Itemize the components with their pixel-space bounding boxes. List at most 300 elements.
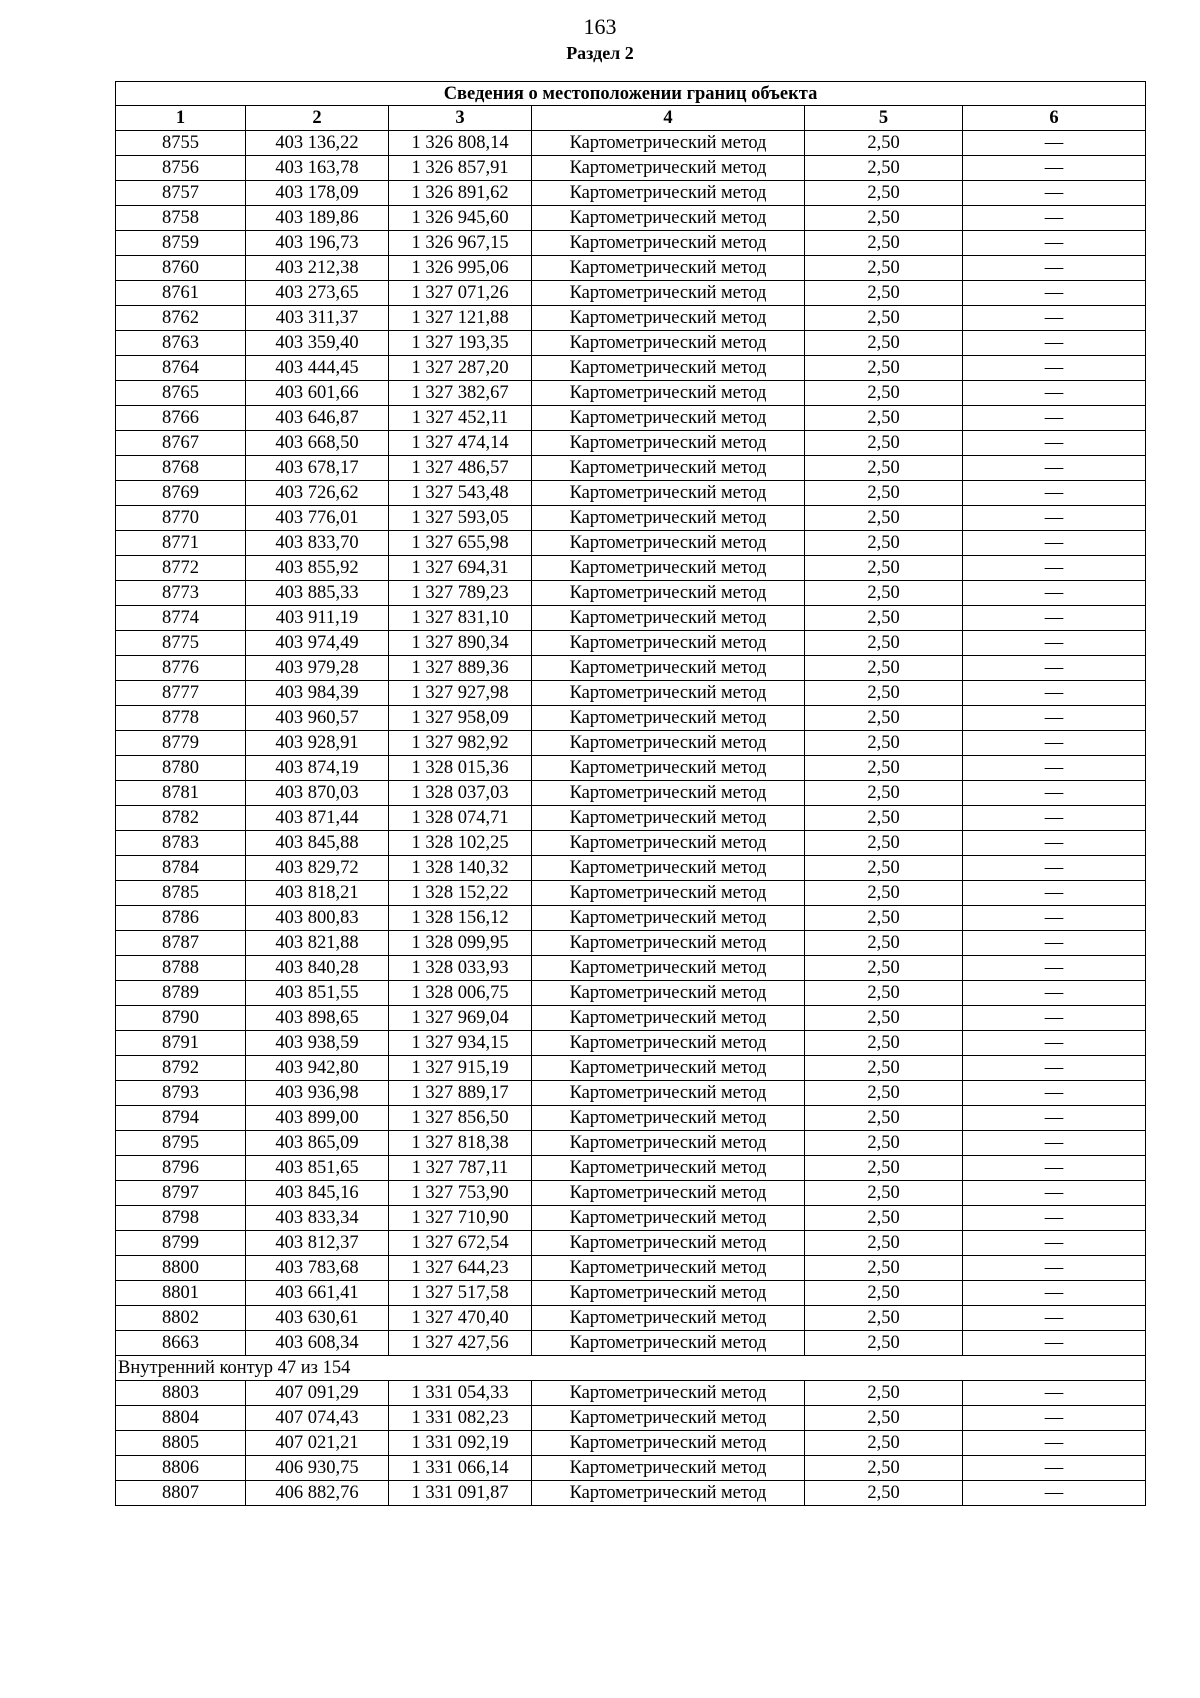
point-number-cell: 8780 xyxy=(116,756,246,781)
table-row xyxy=(116,806,1146,831)
method-cell: Картометрический метод xyxy=(532,256,805,281)
method-cell: Картометрический метод xyxy=(532,556,805,581)
x-coordinate-cell: 403 273,65 xyxy=(246,281,389,306)
x-coordinate-cell: 403 726,62 xyxy=(246,481,389,506)
method-cell: Картометрический метод xyxy=(532,281,805,306)
point-number-cell: 8772 xyxy=(116,556,246,581)
table-row xyxy=(116,256,1146,281)
accuracy-cell: 2,50 xyxy=(805,256,963,281)
table-row xyxy=(116,656,1146,681)
x-coordinate-cell: 403 608,34 xyxy=(246,1331,389,1356)
y-coordinate-cell: 1 327 071,26 xyxy=(389,281,532,306)
method-cell: Картометрический метод xyxy=(532,1006,805,1031)
table-row xyxy=(116,831,1146,856)
table-row xyxy=(116,331,1146,356)
point-number-cell: 8777 xyxy=(116,681,246,706)
y-coordinate-cell: 1 327 856,50 xyxy=(389,1106,532,1131)
point-number-cell: 8804 xyxy=(116,1406,246,1431)
y-coordinate-cell: 1 326 995,06 xyxy=(389,256,532,281)
y-coordinate-cell: 1 326 967,15 xyxy=(389,231,532,256)
description-cell: — xyxy=(963,1431,1146,1456)
table-row xyxy=(116,156,1146,181)
description-cell: — xyxy=(963,306,1146,331)
description-cell: — xyxy=(963,656,1146,681)
table-row xyxy=(116,1006,1146,1031)
method-cell: Картометрический метод xyxy=(532,406,805,431)
description-cell: — xyxy=(963,831,1146,856)
x-coordinate-cell: 403 899,00 xyxy=(246,1106,389,1131)
method-cell: Картометрический метод xyxy=(532,731,805,756)
accuracy-cell: 2,50 xyxy=(805,881,963,906)
method-cell: Картометрический метод xyxy=(532,1056,805,1081)
accuracy-cell: 2,50 xyxy=(805,1231,963,1256)
point-number-cell: 8790 xyxy=(116,1006,246,1031)
x-coordinate-cell: 403 189,86 xyxy=(246,206,389,231)
point-number-cell: 8786 xyxy=(116,906,246,931)
point-number-cell: 8778 xyxy=(116,706,246,731)
description-cell: — xyxy=(963,506,1146,531)
accuracy-cell: 2,50 xyxy=(805,481,963,506)
x-coordinate-cell: 406 930,75 xyxy=(246,1456,389,1481)
accuracy-cell: 2,50 xyxy=(805,456,963,481)
y-coordinate-cell: 1 328 006,75 xyxy=(389,981,532,1006)
method-cell: Картометрический метод xyxy=(532,1206,805,1231)
accuracy-cell: 2,50 xyxy=(805,856,963,881)
table-row xyxy=(116,906,1146,931)
description-cell: — xyxy=(963,431,1146,456)
y-coordinate-cell: 1 327 789,23 xyxy=(389,581,532,606)
description-cell: — xyxy=(963,1381,1146,1406)
x-coordinate-cell: 403 928,91 xyxy=(246,731,389,756)
x-coordinate-cell: 403 938,59 xyxy=(246,1031,389,1056)
accuracy-cell: 2,50 xyxy=(805,756,963,781)
method-cell: Картометрический метод xyxy=(532,356,805,381)
method-cell: Картометрический метод xyxy=(532,581,805,606)
accuracy-cell: 2,50 xyxy=(805,431,963,456)
description-cell: — xyxy=(963,881,1146,906)
x-coordinate-cell: 403 851,55 xyxy=(246,981,389,1006)
table-row xyxy=(116,681,1146,706)
accuracy-cell: 2,50 xyxy=(805,231,963,256)
caption-row xyxy=(116,82,1146,106)
table-row xyxy=(116,1256,1146,1281)
point-number-cell: 8788 xyxy=(116,956,246,981)
point-number-cell: 8789 xyxy=(116,981,246,1006)
point-number-cell: 8768 xyxy=(116,456,246,481)
description-cell: — xyxy=(963,406,1146,431)
point-number-cell: 8760 xyxy=(116,256,246,281)
x-coordinate-cell: 403 136,22 xyxy=(246,131,389,156)
point-number-cell: 8807 xyxy=(116,1481,246,1506)
table-row xyxy=(116,1156,1146,1181)
description-cell: — xyxy=(963,1106,1146,1131)
y-coordinate-cell: 1 328 033,93 xyxy=(389,956,532,981)
y-coordinate-cell: 1 331 091,87 xyxy=(389,1481,532,1506)
table-row xyxy=(116,481,1146,506)
y-coordinate-cell: 1 327 831,10 xyxy=(389,606,532,631)
accuracy-cell: 2,50 xyxy=(805,281,963,306)
method-cell: Картометрический метод xyxy=(532,206,805,231)
table-row xyxy=(116,531,1146,556)
description-cell: — xyxy=(963,806,1146,831)
x-coordinate-cell: 403 851,65 xyxy=(246,1156,389,1181)
method-cell: Картометрический метод xyxy=(532,506,805,531)
description-cell: — xyxy=(963,1031,1146,1056)
point-number-cell: 8759 xyxy=(116,231,246,256)
table-row xyxy=(116,1206,1146,1231)
accuracy-cell: 2,50 xyxy=(805,1281,963,1306)
point-number-cell: 8782 xyxy=(116,806,246,831)
point-number-cell: 8806 xyxy=(116,1456,246,1481)
x-coordinate-cell: 403 311,37 xyxy=(246,306,389,331)
point-number-cell: 8796 xyxy=(116,1156,246,1181)
y-coordinate-cell: 1 327 927,98 xyxy=(389,681,532,706)
point-number-cell: 8755 xyxy=(116,131,246,156)
method-cell: Картометрический метод xyxy=(532,681,805,706)
table-row xyxy=(116,956,1146,981)
accuracy-cell: 2,50 xyxy=(805,1456,963,1481)
method-cell: Картометрический метод xyxy=(532,331,805,356)
y-coordinate-cell: 1 327 121,88 xyxy=(389,306,532,331)
y-coordinate-cell: 1 327 543,48 xyxy=(389,481,532,506)
y-coordinate-cell: 1 327 889,36 xyxy=(389,656,532,681)
boundary-table xyxy=(115,81,1146,1506)
point-number-cell: 8771 xyxy=(116,531,246,556)
table-row xyxy=(116,131,1146,156)
accuracy-cell: 2,50 xyxy=(805,656,963,681)
accuracy-cell: 2,50 xyxy=(805,1481,963,1506)
point-number-cell: 8764 xyxy=(116,356,246,381)
y-coordinate-cell: 1 327 934,15 xyxy=(389,1031,532,1056)
table-row xyxy=(116,631,1146,656)
accuracy-cell: 2,50 xyxy=(805,206,963,231)
method-cell: Картометрический метод xyxy=(532,656,805,681)
y-coordinate-cell: 1 327 452,11 xyxy=(389,406,532,431)
x-coordinate-cell: 403 855,92 xyxy=(246,556,389,581)
method-cell: Картометрический метод xyxy=(532,706,805,731)
description-cell: — xyxy=(963,606,1146,631)
method-cell: Картометрический метод xyxy=(532,756,805,781)
accuracy-cell: 2,50 xyxy=(805,356,963,381)
table-row xyxy=(116,1131,1146,1156)
accuracy-cell: 2,50 xyxy=(805,1256,963,1281)
method-cell: Картометрический метод xyxy=(532,1181,805,1206)
y-coordinate-cell: 1 326 857,91 xyxy=(389,156,532,181)
description-cell: — xyxy=(963,581,1146,606)
description-cell: — xyxy=(963,481,1146,506)
point-number-cell: 8805 xyxy=(116,1431,246,1456)
point-number-cell: 8775 xyxy=(116,631,246,656)
point-number-cell: 8765 xyxy=(116,381,246,406)
method-cell: Картометрический метод xyxy=(532,906,805,931)
description-cell: — xyxy=(963,931,1146,956)
table-row xyxy=(116,306,1146,331)
point-number-cell: 8791 xyxy=(116,1031,246,1056)
table-row xyxy=(116,456,1146,481)
method-cell: Картометрический метод xyxy=(532,781,805,806)
description-cell: — xyxy=(963,531,1146,556)
description-cell: — xyxy=(963,1206,1146,1231)
x-coordinate-cell: 403 178,09 xyxy=(246,181,389,206)
description-cell: — xyxy=(963,206,1146,231)
y-coordinate-cell: 1 327 486,57 xyxy=(389,456,532,481)
method-cell: Картометрический метод xyxy=(532,1481,805,1506)
y-coordinate-cell: 1 328 074,71 xyxy=(389,806,532,831)
y-coordinate-cell: 1 327 889,17 xyxy=(389,1081,532,1106)
point-number-cell: 8801 xyxy=(116,1281,246,1306)
description-cell: — xyxy=(963,331,1146,356)
table-row xyxy=(116,881,1146,906)
description-cell: — xyxy=(963,381,1146,406)
point-number-cell: 8784 xyxy=(116,856,246,881)
table-row xyxy=(116,1381,1146,1406)
accuracy-cell: 2,50 xyxy=(805,331,963,356)
description-cell: — xyxy=(963,781,1146,806)
x-coordinate-cell: 403 821,88 xyxy=(246,931,389,956)
x-coordinate-cell: 403 845,88 xyxy=(246,831,389,856)
x-coordinate-cell: 403 818,21 xyxy=(246,881,389,906)
description-cell: — xyxy=(963,456,1146,481)
column-header: 4 xyxy=(532,106,805,131)
description-cell: — xyxy=(963,281,1146,306)
x-coordinate-cell: 403 678,17 xyxy=(246,456,389,481)
x-coordinate-cell: 406 882,76 xyxy=(246,1481,389,1506)
y-coordinate-cell: 1 328 156,12 xyxy=(389,906,532,931)
x-coordinate-cell: 403 942,80 xyxy=(246,1056,389,1081)
x-coordinate-cell: 407 074,43 xyxy=(246,1406,389,1431)
x-coordinate-cell: 403 776,01 xyxy=(246,506,389,531)
point-number-cell: 8803 xyxy=(116,1381,246,1406)
description-cell: — xyxy=(963,631,1146,656)
accuracy-cell: 2,50 xyxy=(805,1006,963,1031)
point-number-cell: 8783 xyxy=(116,831,246,856)
y-coordinate-cell: 1 327 593,05 xyxy=(389,506,532,531)
method-cell: Картометрический метод xyxy=(532,806,805,831)
x-coordinate-cell: 403 800,83 xyxy=(246,906,389,931)
description-cell: — xyxy=(963,1306,1146,1331)
table-row xyxy=(116,406,1146,431)
x-coordinate-cell: 403 646,87 xyxy=(246,406,389,431)
x-coordinate-cell: 403 668,50 xyxy=(246,431,389,456)
table-row xyxy=(116,1481,1146,1506)
table-row xyxy=(116,556,1146,581)
accuracy-cell: 2,50 xyxy=(805,606,963,631)
column-header: 2 xyxy=(246,106,389,131)
x-coordinate-cell: 407 021,21 xyxy=(246,1431,389,1456)
x-coordinate-cell: 403 661,41 xyxy=(246,1281,389,1306)
description-cell: — xyxy=(963,1331,1146,1356)
column-header: 3 xyxy=(389,106,532,131)
table-row xyxy=(116,181,1146,206)
y-coordinate-cell: 1 328 152,22 xyxy=(389,881,532,906)
accuracy-cell: 2,50 xyxy=(805,1331,963,1356)
method-cell: Картометрический метод xyxy=(532,156,805,181)
description-cell: — xyxy=(963,1406,1146,1431)
y-coordinate-cell: 1 327 915,19 xyxy=(389,1056,532,1081)
point-number-cell: 8798 xyxy=(116,1206,246,1231)
accuracy-cell: 2,50 xyxy=(805,956,963,981)
table-row xyxy=(116,381,1146,406)
description-cell: — xyxy=(963,356,1146,381)
table-row xyxy=(116,356,1146,381)
x-coordinate-cell: 403 833,34 xyxy=(246,1206,389,1231)
description-cell: — xyxy=(963,256,1146,281)
y-coordinate-cell: 1 327 644,23 xyxy=(389,1256,532,1281)
x-coordinate-cell: 403 870,03 xyxy=(246,781,389,806)
point-number-cell: 8757 xyxy=(116,181,246,206)
y-coordinate-cell: 1 328 140,32 xyxy=(389,856,532,881)
table-row xyxy=(116,981,1146,1006)
method-cell: Картометрический метод xyxy=(532,231,805,256)
y-coordinate-cell: 1 328 099,95 xyxy=(389,931,532,956)
y-coordinate-cell: 1 327 694,31 xyxy=(389,556,532,581)
point-number-cell: 8779 xyxy=(116,731,246,756)
method-cell: Картометрический метод xyxy=(532,1431,805,1456)
x-coordinate-cell: 403 601,66 xyxy=(246,381,389,406)
y-coordinate-cell: 1 328 015,36 xyxy=(389,756,532,781)
table-row xyxy=(116,1331,1146,1356)
contour-label: Внутренний контур 47 из 154 xyxy=(116,1356,1146,1381)
accuracy-cell: 2,50 xyxy=(805,156,963,181)
point-number-cell: 8762 xyxy=(116,306,246,331)
accuracy-cell: 2,50 xyxy=(805,1106,963,1131)
x-coordinate-cell: 403 196,73 xyxy=(246,231,389,256)
y-coordinate-cell: 1 331 066,14 xyxy=(389,1456,532,1481)
table-row xyxy=(116,781,1146,806)
point-number-cell: 8758 xyxy=(116,206,246,231)
description-cell: — xyxy=(963,681,1146,706)
table-row xyxy=(116,1306,1146,1331)
point-number-cell: 8773 xyxy=(116,581,246,606)
description-cell: — xyxy=(963,556,1146,581)
description-cell: — xyxy=(963,231,1146,256)
point-number-cell: 8793 xyxy=(116,1081,246,1106)
table-row xyxy=(116,1406,1146,1431)
section-title: Раздел 2 xyxy=(566,43,634,63)
method-cell: Картометрический метод xyxy=(532,881,805,906)
accuracy-cell: 2,50 xyxy=(805,1156,963,1181)
point-number-cell: 8766 xyxy=(116,406,246,431)
y-coordinate-cell: 1 327 517,58 xyxy=(389,1281,532,1306)
point-number-cell: 8797 xyxy=(116,1181,246,1206)
method-cell: Картометрический метод xyxy=(532,131,805,156)
method-cell: Картометрический метод xyxy=(532,956,805,981)
accuracy-cell: 2,50 xyxy=(805,306,963,331)
point-number-cell: 8787 xyxy=(116,931,246,956)
column-number-row xyxy=(116,106,1146,131)
table-row xyxy=(116,756,1146,781)
accuracy-cell: 2,50 xyxy=(805,1056,963,1081)
x-coordinate-cell: 403 865,09 xyxy=(246,1131,389,1156)
method-cell: Картометрический метод xyxy=(532,1306,805,1331)
description-cell: — xyxy=(963,181,1146,206)
accuracy-cell: 2,50 xyxy=(805,706,963,731)
y-coordinate-cell: 1 327 382,67 xyxy=(389,381,532,406)
accuracy-cell: 2,50 xyxy=(805,681,963,706)
y-coordinate-cell: 1 327 655,98 xyxy=(389,531,532,556)
method-cell: Картометрический метод xyxy=(532,1381,805,1406)
accuracy-cell: 2,50 xyxy=(805,981,963,1006)
table-row xyxy=(116,706,1146,731)
table-row xyxy=(116,431,1146,456)
description-cell: — xyxy=(963,1181,1146,1206)
contour-label-row xyxy=(116,1356,1146,1381)
table-row xyxy=(116,1281,1146,1306)
table-row xyxy=(116,231,1146,256)
table-row xyxy=(116,931,1146,956)
x-coordinate-cell: 403 885,33 xyxy=(246,581,389,606)
point-number-cell: 8794 xyxy=(116,1106,246,1131)
x-coordinate-cell: 403 812,37 xyxy=(246,1231,389,1256)
y-coordinate-cell: 1 327 818,38 xyxy=(389,1131,532,1156)
method-cell: Картометрический метод xyxy=(532,1331,805,1356)
point-number-cell: 8776 xyxy=(116,656,246,681)
accuracy-cell: 2,50 xyxy=(805,806,963,831)
y-coordinate-cell: 1 327 193,35 xyxy=(389,331,532,356)
x-coordinate-cell: 403 979,28 xyxy=(246,656,389,681)
x-coordinate-cell: 403 936,98 xyxy=(246,1081,389,1106)
point-number-cell: 8799 xyxy=(116,1231,246,1256)
accuracy-cell: 2,50 xyxy=(805,731,963,756)
table-row xyxy=(116,1081,1146,1106)
method-cell: Картометрический метод xyxy=(532,181,805,206)
accuracy-cell: 2,50 xyxy=(805,1306,963,1331)
accuracy-cell: 2,50 xyxy=(805,831,963,856)
point-number-cell: 8781 xyxy=(116,781,246,806)
description-cell: — xyxy=(963,981,1146,1006)
description-cell: — xyxy=(963,1256,1146,1281)
accuracy-cell: 2,50 xyxy=(805,1131,963,1156)
x-coordinate-cell: 403 163,78 xyxy=(246,156,389,181)
x-coordinate-cell: 403 833,70 xyxy=(246,531,389,556)
y-coordinate-cell: 1 327 474,14 xyxy=(389,431,532,456)
table-row xyxy=(116,1056,1146,1081)
point-number-cell: 8795 xyxy=(116,1131,246,1156)
description-cell: — xyxy=(963,856,1146,881)
y-coordinate-cell: 1 327 969,04 xyxy=(389,1006,532,1031)
table-row xyxy=(116,1106,1146,1131)
accuracy-cell: 2,50 xyxy=(805,381,963,406)
y-coordinate-cell: 1 327 982,92 xyxy=(389,731,532,756)
point-number-cell: 8756 xyxy=(116,156,246,181)
table-row xyxy=(116,731,1146,756)
method-cell: Картометрический метод xyxy=(532,306,805,331)
description-cell: — xyxy=(963,1081,1146,1106)
y-coordinate-cell: 1 327 427,56 xyxy=(389,1331,532,1356)
y-coordinate-cell: 1 328 102,25 xyxy=(389,831,532,856)
column-header: 1 xyxy=(116,106,246,131)
x-coordinate-cell: 403 444,45 xyxy=(246,356,389,381)
accuracy-cell: 2,50 xyxy=(805,556,963,581)
x-coordinate-cell: 403 845,16 xyxy=(246,1181,389,1206)
y-coordinate-cell: 1 327 787,11 xyxy=(389,1156,532,1181)
method-cell: Картометрический метод xyxy=(532,1131,805,1156)
description-cell: — xyxy=(963,131,1146,156)
description-cell: — xyxy=(963,1156,1146,1181)
description-cell: — xyxy=(963,906,1146,931)
description-cell: — xyxy=(963,1131,1146,1156)
point-number-cell: 8663 xyxy=(116,1331,246,1356)
table-head xyxy=(116,82,1146,131)
accuracy-cell: 2,50 xyxy=(805,906,963,931)
method-cell: Картометрический метод xyxy=(532,481,805,506)
accuracy-cell: 2,50 xyxy=(805,1431,963,1456)
method-cell: Картометрический метод xyxy=(532,1281,805,1306)
table-row xyxy=(116,1431,1146,1456)
accuracy-cell: 2,50 xyxy=(805,506,963,531)
y-coordinate-cell: 1 327 710,90 xyxy=(389,1206,532,1231)
point-number-cell: 8763 xyxy=(116,331,246,356)
